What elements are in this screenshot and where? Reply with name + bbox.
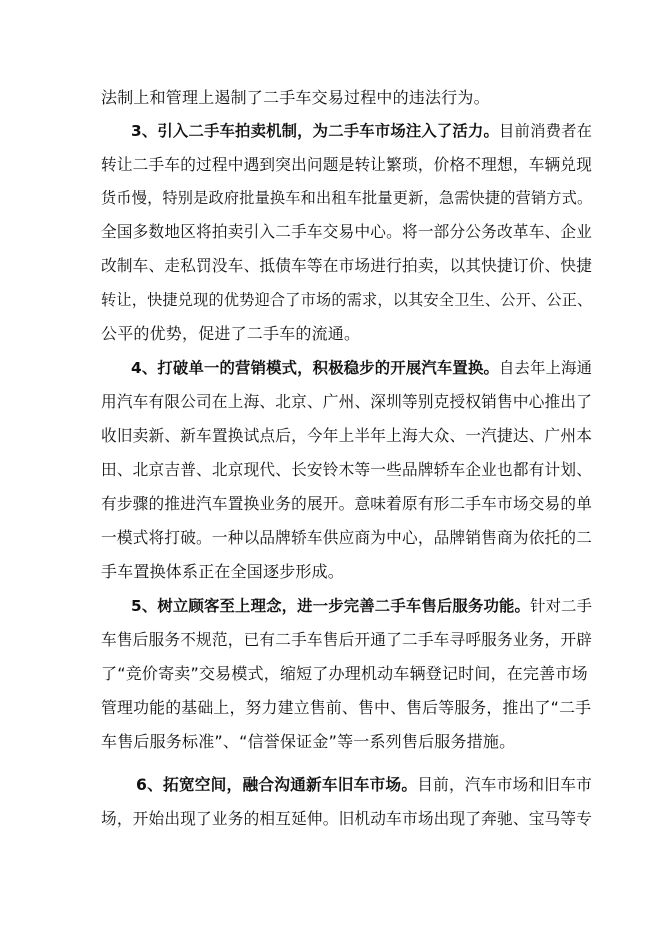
text-line: 田、北京吉普、北京现代、长安铃木等一些品牌轿车企业也都有计划、 [101, 460, 593, 479]
section-6-heading: 6、拓宽空间，融合沟通新车旧车市场。 [136, 775, 418, 794]
text-line: 了“竞价寄卖”交易模式，缩短了办理机动车辆登记时间，在完善市场 [101, 664, 588, 683]
section-3-lead-text: 目前消费者在 [499, 122, 593, 140]
text-line: 有步骤的推进汽车置换业务的展开。意味着原有形二手车市场交易的单 [101, 494, 593, 513]
text-line: 货币慢，特别是政府批量换车和出租车批量更新，急需快捷的营销方式。 [101, 189, 593, 207]
text-line: 改制车、走私罚没车、抵债车等在市场进行拍卖，以其快捷订价、快捷 [101, 256, 593, 275]
section-6-heading-line [136, 775, 592, 795]
text-line: 转让二手车的过程中遇到突出问题是转让繁琐，价格不理想，车辆兑现 [101, 155, 593, 174]
text-line: 法制上和管理上遏制了二手车交易过程中的违法行为。 [101, 88, 490, 107]
text-line: 车售后服务标准”、“信誉保证金”等一系列售后服务措施。 [101, 732, 516, 751]
section-4-heading: 4、打破单一的营销模式，积极稳步的开展汽车置换。 [131, 359, 500, 377]
section-4-heading-line [131, 358, 592, 378]
section-3-heading: 3、引入二手车拍卖机制，为二手车市场注入了活力。 [131, 122, 500, 140]
text-line: 管理功能的基础上，努力建立售前、售中、售后等服务，推出了“二手 [101, 698, 592, 717]
section-4-lead-text: 自去年上海通 [499, 359, 593, 377]
text-line: 车售后服务不规范，已有二手车售后开通了二手车寻呼服务业务，开辟 [101, 630, 593, 649]
section-5-heading-line [131, 596, 592, 616]
section-5-heading: 5、树立顾客至上理念，进一步完善二手车售后服务功能。 [131, 597, 531, 615]
text-line: 收旧卖新、新车置换试点后，今年上半年上海大众、一汽捷达、广州本 [101, 426, 593, 445]
text-line: 全国多数地区将拍卖引入二手车交易中心。将一部分公务改革车、企业 [101, 222, 593, 241]
text-line: 手车置换体系正在全国逐步形成。 [101, 562, 345, 581]
text-line: 转让，快捷兑现的优势迎合了市场的需求，以其安全卫生、公开、公正、 [101, 291, 593, 309]
section-6-lead-text: 目前，汽车市场和旧车市 [417, 775, 592, 794]
section-3-heading-line [131, 121, 592, 141]
text-line: 场，开始出现了业务的相互延伸。旧机动车市场出现了奔驰、宝马等专 [101, 809, 593, 828]
text-line: 一模式将打破。一种以品牌轿车供应商为中心，品牌销售商为依托的二 [101, 528, 593, 547]
text-line: 公平的优势，促进了二手车的流通。 [101, 324, 361, 343]
section-5-lead-text: 针对二手 [530, 597, 593, 615]
text-line: 用汽车有限公司在上海、北京、广州、深圳等别克授权销售中心推出了 [101, 392, 593, 411]
